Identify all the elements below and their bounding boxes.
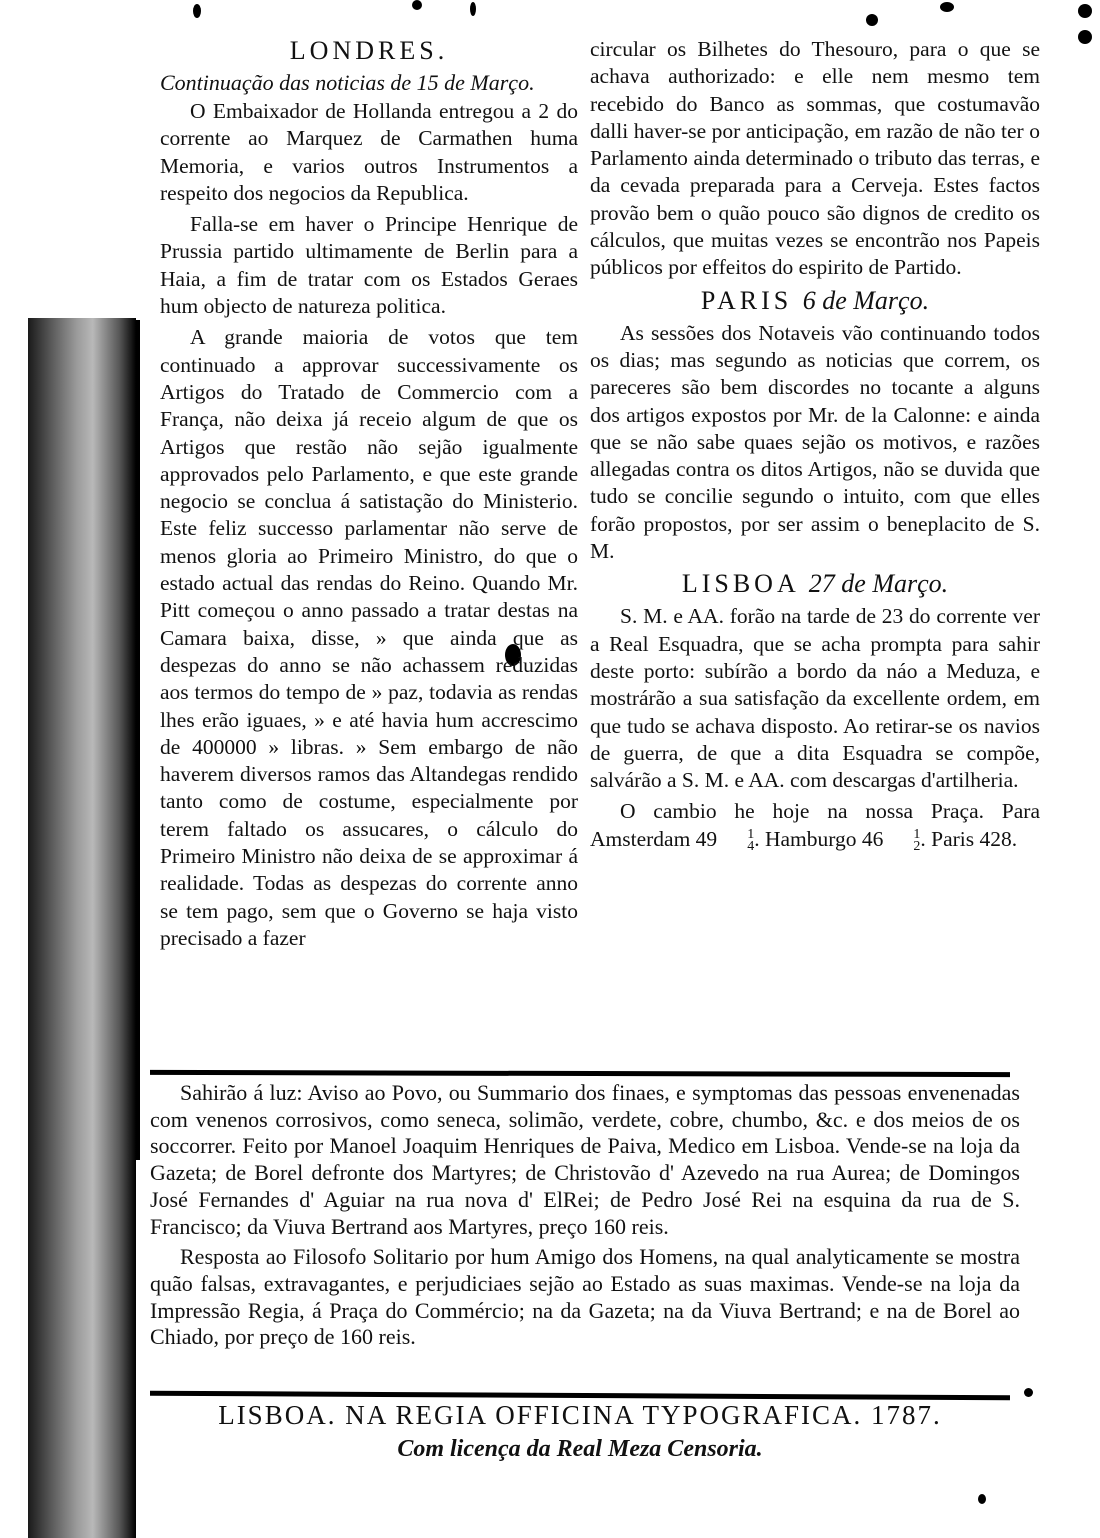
lisboa-heading-date: 27 de Março. <box>808 569 949 599</box>
fraction-denominator: 4 <box>747 838 755 854</box>
ink-speck <box>978 1494 986 1504</box>
ink-speck <box>412 0 422 10</box>
hamburg-fraction <box>883 826 921 854</box>
paris-heading <box>590 286 1040 316</box>
london-heading: LONDRES. <box>289 36 449 65</box>
exchange-intro: O cambio he hoje na nossa Praça. Para Amsterdam 49 <box>590 799 1040 851</box>
article-paragraph: A grande maioria de votos que tem continuado a approvar successivamente os Artigos do Tratado de Commercio com a França, não deixa já receio algum de que os Artigos que restão não sejão igualmente approvados pelo Parlamento, e que este grande negocio se conclua á satistação do Ministerio. Este feliz successo parlamentar não serve de menos gloria ao Primeiro Ministro, do que o estado actual das rendas do Reino. Quando Mr. Pitt começou o anno passado a tratar destas na Camara baixa, disse, » que ainda que as despezas do anno se não achassem reduzidas aos termos do tempo de » paz, todavia as rendas lhes erão iguaes, » e até havia hum accrescimo de 400000 » libras. » Sem embargo de não haverem diversos ramos das Altandegas rendido tanto como de costume, especialmente por terem faltado os assucares, o cálculo do Primeiro Ministro não deixa de se approximar á realidade. Todas as despezas do corrente anno se tem pago, sem que o Governo se haja visto precisado a fazer <box>160 325 578 950</box>
binding-shadow <box>28 318 136 1538</box>
ink-speck <box>1078 30 1092 44</box>
advertisements-section <box>150 1080 1020 1355</box>
fraction-numerator: 1 <box>913 826 921 842</box>
horizontal-rule <box>150 1070 1010 1077</box>
imprint-line: LISBOA. NA REGIA OFFICINA TYPOGRAFICA. 1787. <box>218 1400 942 1430</box>
ink-speck <box>193 4 201 18</box>
page-edge-line <box>136 320 140 1160</box>
article-paragraph: O Embaixador de Hollanda entregou a 2 do corrente ao Marquez de Carmathen huma Memoria, e varios outros Instrumentos a respeito dos negocios da Republica. <box>160 99 578 205</box>
paris-heading-city: PARIS <box>700 285 793 315</box>
horizontal-rule <box>150 1391 1010 1401</box>
london-subheading: Continuação das noticias de 15 de Março. <box>160 70 535 95</box>
ink-speck <box>470 2 476 16</box>
ink-speck <box>940 2 954 12</box>
ink-speck <box>866 14 878 26</box>
license-line: Com licença da Real Meza Censoria. <box>397 1436 763 1462</box>
exchange-end: . Paris 428. <box>920 826 1018 851</box>
ink-speck <box>1078 4 1092 18</box>
fraction-denominator: 2 <box>913 838 921 854</box>
right-column <box>590 36 1040 857</box>
article-paragraph-continued: circular os Bilhetes do Thesouro, para o que se achava authorizado: e elle nem mesmo tem recebido do Banco as sommas, que costumavão dalli haver-se por anticipação, em razão de não ter o Parlamento ainda determinado o tributo das terras, e da cevada preparada para a Cerveja. Estes factos provão bem o quão pouco são dignos de credito os cálculos, que muitas vezes se encontrão nos Papeis públicos por effeitos do espirito de Partido. <box>590 37 1040 280</box>
lisboa-heading-city: LISBOA <box>681 569 799 599</box>
amsterdam-fraction <box>717 826 755 854</box>
ink-speck <box>1024 1388 1033 1397</box>
exchange-rates-paragraph <box>590 798 1040 853</box>
fraction-numerator: 1 <box>747 826 755 842</box>
paris-heading-date: 6 de Março. <box>802 285 930 315</box>
exchange-middle: . Hamburgo 46 <box>754 826 884 851</box>
article-paragraph: As sessões dos Notaveis vão continuando todos os dias; mas segundo as noticias que correm, os pareceres são bem discordes no tocante a alguns dos artigos expostos por Mr. de la Calonne: e ainda que se não sabe quaes sejão os motivos, e razões allegadas contra os ditos Artigos, não se duvida que tudo se concilie segundo o intuito, com que elles forão propostos, por ser assim o beneplacito de S. M. <box>590 320 1040 564</box>
lisboa-heading <box>590 569 1040 599</box>
left-column <box>160 36 578 956</box>
advertisement-notice: Resposta ao Filosofo Solitario por hum Amigo dos Homens, na qual analyticamente se mostra quão falsas, extravagantes, e perjudiciaes sejão ao Estado as suas maximas. Vende-se na loja da Impressão Regia, á Praça do Commércio; na da Gazeta; na da Viuva Bertrand; e na de Borel ao Chiado, por preço de 160 reis. <box>150 1244 1020 1350</box>
article-paragraph: S. M. e AA. forão na tarde de 23 do corrente ver a Real Esquadra, que se acha prompta para sahir deste porto: subírão a bordo da náo a Meduza, e mostrárão a sua satisfação da excellente ordem, em que tudo se achava disposto. Ao retirar-se os navios de guerra, de que a dita Esquadra se compõe, salvárão a S. M. e AA. com descargas d'artilheria. <box>590 604 1040 793</box>
advertisement-notice: Sahirão á luz: Aviso ao Povo, ou Summario dos finaes, e symptomas das pessoas envenenadas com venenos corrosivos, como seneca, solimão, verdete, cobre, chumbo, &c. e dos meios de os soccorrer. Feito por Manoel Joaquim Henriques de Paiva, Medico em Lisboa. Vende-se na loja da Gazeta; de Borel defronte dos Martyres; de Christovão d' Azevedo na rua Aurea; de Domingos José Fernandes d' Aguiar na rua nova d' ElRei; de Pedro José Rei na esquina da rua de S. Francisco; da Viuva Bertrand aos Martyres, preço 160 reis. <box>150 1080 1020 1239</box>
article-paragraph: Falla-se em haver o Principe Henrique de Prussia partido ultimamente de Berlin para a Haia, a fim de tratar com os Estados Geraes hum objecto de natureza politica. <box>160 212 578 319</box>
